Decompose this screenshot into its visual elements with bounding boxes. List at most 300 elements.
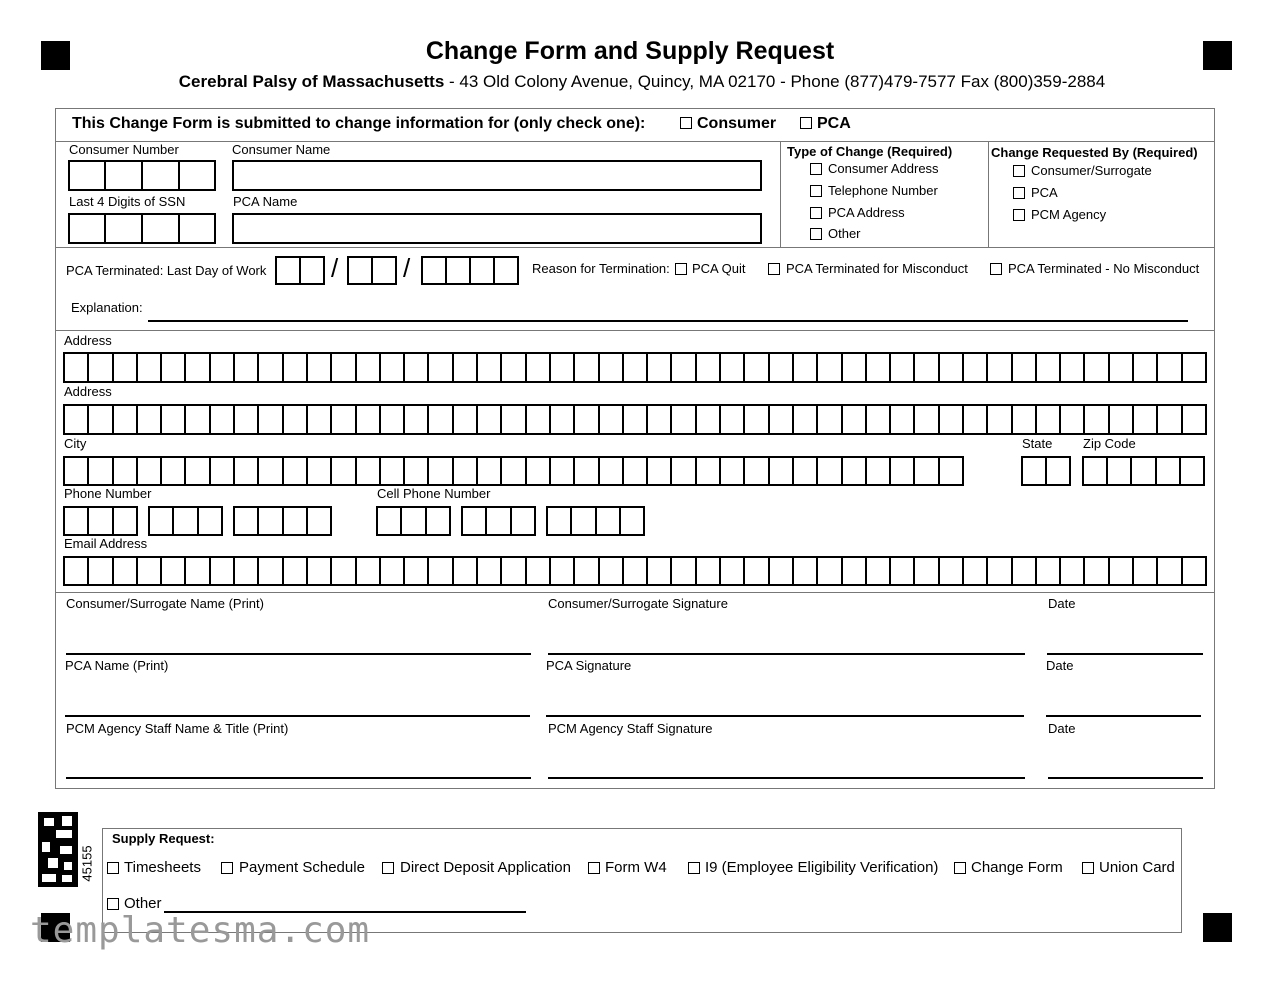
char-cell[interactable]	[282, 404, 308, 435]
char-cell[interactable]	[476, 456, 502, 486]
cell-prefix-field[interactable]	[461, 506, 536, 536]
char-cell[interactable]	[355, 456, 381, 486]
char-cell[interactable]	[619, 506, 645, 536]
change-form-checkbox[interactable]	[954, 862, 966, 874]
char-cell[interactable]	[719, 556, 745, 586]
char-cell[interactable]	[841, 456, 867, 486]
char-cell[interactable]	[695, 556, 721, 586]
consumer-surrogate-label: Consumer/Surrogate	[1031, 163, 1152, 178]
char-cell[interactable]	[257, 456, 283, 486]
consumer-date-line[interactable]	[1047, 653, 1203, 655]
pca-misconduct-checkbox[interactable]	[768, 263, 780, 275]
char-cell[interactable]	[646, 404, 672, 435]
pca-address-checkbox[interactable]	[810, 207, 822, 219]
char-cell[interactable]	[768, 456, 794, 486]
phone-line-field[interactable]	[233, 506, 332, 536]
char-cell[interactable]	[1181, 352, 1207, 383]
consumer-signature-line[interactable]	[548, 653, 1025, 655]
char-cell[interactable]	[1156, 404, 1182, 435]
char-cell[interactable]	[695, 404, 721, 435]
explanation-label: Explanation:	[71, 300, 143, 315]
last-day-month-field[interactable]	[275, 256, 325, 285]
char-cell[interactable]	[1108, 556, 1134, 586]
char-cell[interactable]	[549, 352, 575, 383]
char-cell[interactable]	[1035, 352, 1061, 383]
pca-quit-label: PCA Quit	[692, 261, 746, 276]
char-cell[interactable]	[1155, 456, 1181, 486]
payment-schedule-checkbox[interactable]	[221, 862, 233, 874]
char-cell[interactable]	[136, 556, 162, 586]
char-cell[interactable]	[282, 456, 308, 486]
char-cell[interactable]	[913, 556, 939, 586]
form-w4-label: Form W4	[605, 859, 667, 876]
char-cell[interactable]	[379, 404, 405, 435]
char-cell[interactable]	[330, 352, 356, 383]
char-cell[interactable]	[452, 404, 478, 435]
char-cell[interactable]	[549, 556, 575, 586]
char-cell[interactable]	[719, 456, 745, 486]
consumer-print-name-label: Consumer/Surrogate Name (Print)	[66, 596, 264, 611]
pca-option-label: PCA	[817, 115, 851, 132]
char-cell[interactable]	[427, 352, 453, 383]
other-change-label: Other	[828, 226, 861, 241]
state-label: State	[1022, 436, 1053, 451]
char-cell[interactable]	[598, 404, 624, 435]
char-cell[interactable]	[355, 404, 381, 435]
char-cell[interactable]	[1011, 404, 1037, 435]
requested-pca-label: PCA	[1031, 185, 1058, 200]
consumer-option-label: Consumer	[697, 115, 777, 132]
char-cell[interactable]	[63, 456, 89, 486]
char-cell[interactable]	[622, 352, 648, 383]
char-cell[interactable]	[476, 556, 502, 586]
char-cell[interactable]	[816, 556, 842, 586]
char-cell[interactable]	[1082, 456, 1108, 486]
pca-address-label: PCA Address	[828, 205, 905, 220]
consumer-name-field[interactable]	[232, 160, 762, 191]
phone-label: Phone Number	[64, 486, 152, 501]
char-cell[interactable]	[1106, 456, 1132, 486]
char-cell[interactable]	[1083, 404, 1109, 435]
char-cell[interactable]	[403, 352, 429, 383]
char-cell[interactable]	[743, 456, 769, 486]
char-cell[interactable]	[938, 456, 964, 486]
last-day-day-field[interactable]	[347, 256, 397, 285]
union-card-checkbox[interactable]	[1082, 862, 1094, 874]
char-cell[interactable]	[233, 352, 259, 383]
org-name: Cerebral Palsy of Massachusetts	[178, 72, 445, 91]
char-cell[interactable]	[938, 352, 964, 383]
char-cell[interactable]	[719, 404, 745, 435]
char-cell[interactable]	[986, 404, 1012, 435]
char-cell[interactable]	[427, 404, 453, 435]
char-cell[interactable]	[282, 556, 308, 586]
supply-request-title: Supply Request:	[112, 831, 215, 846]
char-cell[interactable]	[452, 352, 478, 383]
char-cell[interactable]	[209, 352, 235, 383]
pca-no-misconduct-label: PCA Terminated - No Misconduct	[1008, 261, 1200, 276]
pca-name-field[interactable]	[232, 213, 762, 244]
telephone-number-checkbox[interactable]	[810, 185, 822, 197]
char-cell[interactable]	[257, 404, 283, 435]
date-separator: /	[331, 253, 339, 283]
char-cell[interactable]	[403, 556, 429, 586]
pca-signature-line[interactable]	[546, 715, 1024, 717]
date-separator: /	[403, 253, 411, 283]
consumer-surrogate-checkbox[interactable]	[1013, 165, 1025, 177]
consumer-name-label: Consumer Name	[232, 142, 331, 157]
char-cell[interactable]	[865, 456, 891, 486]
char-cell[interactable]	[306, 352, 332, 383]
char-cell[interactable]	[233, 456, 259, 486]
ssn-field[interactable]	[68, 213, 216, 244]
char-cell[interactable]	[889, 556, 915, 586]
char-cell[interactable]	[87, 506, 113, 536]
char-cell[interactable]	[546, 506, 572, 536]
char-cell[interactable]	[743, 404, 769, 435]
char-cell[interactable]	[1130, 456, 1156, 486]
consumer-date-label: Date	[1048, 596, 1076, 611]
city-field[interactable]	[63, 456, 964, 486]
consumer-address-label: Consumer Address	[828, 161, 939, 176]
pcm-date-label: Date	[1048, 721, 1076, 736]
ssn-label: Last 4 Digits of SSN	[69, 194, 186, 209]
char-cell[interactable]	[792, 404, 818, 435]
char-cell[interactable]	[136, 456, 162, 486]
char-cell[interactable]	[403, 456, 429, 486]
i9-label: I9 (Employee Eligibility Verification)	[705, 859, 939, 876]
char-cell[interactable]	[841, 352, 867, 383]
char-cell[interactable]	[461, 506, 487, 536]
char-cell[interactable]	[1156, 556, 1182, 586]
char-cell[interactable]	[209, 456, 235, 486]
char-cell[interactable]	[63, 506, 89, 536]
char-cell[interactable]	[622, 456, 648, 486]
char-cell[interactable]	[184, 556, 210, 586]
char-cell[interactable]	[330, 404, 356, 435]
char-cell[interactable]	[865, 352, 891, 383]
char-cell[interactable]	[549, 456, 575, 486]
other-change-checkbox[interactable]	[810, 228, 822, 240]
form-code: 45155	[79, 845, 95, 882]
payment-schedule-label: Payment Schedule	[239, 859, 365, 876]
char-cell[interactable]	[257, 352, 283, 383]
city-label: City	[64, 436, 87, 451]
last-day-year-field[interactable]	[421, 256, 519, 285]
char-cell[interactable]	[330, 556, 356, 586]
form-title: Change Form and Supply Request	[425, 37, 835, 65]
char-cell[interactable]	[500, 456, 526, 486]
char-cell[interactable]	[112, 506, 138, 536]
pca-date-label: Date	[1046, 658, 1074, 673]
char-cell[interactable]	[938, 556, 964, 586]
state-field[interactable]	[1021, 456, 1071, 486]
char-cell[interactable]	[184, 456, 210, 486]
char-cell[interactable]	[403, 404, 429, 435]
char-cell[interactable]	[646, 556, 672, 586]
char-cell[interactable]	[646, 456, 672, 486]
char-cell[interactable]	[355, 352, 381, 383]
char-cell[interactable]	[1045, 456, 1071, 486]
i9-checkbox[interactable]	[688, 862, 700, 874]
char-cell[interactable]	[425, 506, 451, 536]
timesheets-label: Timesheets	[124, 859, 201, 876]
char-cell[interactable]	[549, 404, 575, 435]
consumer-number-field[interactable]	[68, 160, 216, 191]
char-cell[interactable]	[282, 506, 308, 536]
telephone-number-label: Telephone Number	[828, 183, 938, 198]
watermark: templatesma.com	[30, 910, 371, 951]
char-cell[interactable]	[865, 556, 891, 586]
char-cell[interactable]	[913, 404, 939, 435]
char-cell[interactable]	[525, 404, 551, 435]
char-cell[interactable]	[986, 556, 1012, 586]
char-cell[interactable]	[197, 506, 223, 536]
char-cell[interactable]	[913, 456, 939, 486]
char-cell[interactable]	[670, 556, 696, 586]
char-cell[interactable]	[1035, 404, 1061, 435]
char-cell[interactable]	[986, 352, 1012, 383]
char-cell[interactable]	[233, 556, 259, 586]
char-cell[interactable]	[889, 352, 915, 383]
char-cell[interactable]	[233, 404, 259, 435]
char-cell[interactable]	[570, 506, 596, 536]
char-cell[interactable]	[1083, 556, 1109, 586]
char-cell[interactable]	[1011, 556, 1037, 586]
char-cell[interactable]	[622, 556, 648, 586]
consumer-checkbox[interactable]	[680, 117, 692, 129]
char-cell[interactable]	[87, 352, 113, 383]
char-cell[interactable]	[1156, 352, 1182, 383]
char-cell[interactable]	[1108, 404, 1134, 435]
direct-deposit-checkbox[interactable]	[382, 862, 394, 874]
char-cell[interactable]	[306, 456, 332, 486]
pca-checkbox[interactable]	[800, 117, 812, 129]
char-cell[interactable]	[510, 506, 536, 536]
cell-phone-label: Cell Phone Number	[377, 486, 491, 501]
char-cell[interactable]	[160, 456, 186, 486]
pcm-print-name-label: PCM Agency Staff Name & Title (Print)	[66, 721, 289, 736]
char-cell[interactable]	[476, 352, 502, 383]
consumer-number-label: Consumer Number	[69, 142, 179, 157]
char-cell[interactable]	[719, 352, 745, 383]
pcm-date-line[interactable]	[1048, 777, 1203, 779]
char-cell[interactable]	[257, 556, 283, 586]
char-cell[interactable]	[282, 352, 308, 383]
char-cell[interactable]	[427, 556, 453, 586]
char-cell[interactable]	[112, 404, 138, 435]
char-cell[interactable]	[112, 352, 138, 383]
char-cell[interactable]	[595, 506, 621, 536]
char-cell[interactable]	[792, 456, 818, 486]
char-cell[interactable]	[573, 352, 599, 383]
char-cell[interactable]	[63, 404, 89, 435]
char-cell[interactable]	[1181, 404, 1207, 435]
char-cell[interactable]	[598, 456, 624, 486]
char-cell[interactable]	[452, 556, 478, 586]
org-contact: - 43 Old Colony Avenue, Quincy, MA 02170 - Phone (877)479-7577 Fax (800)359-2884	[444, 72, 1106, 91]
explanation-line[interactable]	[148, 320, 1188, 322]
char-cell[interactable]	[379, 352, 405, 383]
char-cell[interactable]	[257, 506, 283, 536]
consumer-print-name-line[interactable]	[66, 653, 531, 655]
termination-reason-label: Reason for Termination:	[532, 261, 670, 276]
char-cell[interactable]	[485, 506, 511, 536]
char-cell[interactable]	[816, 404, 842, 435]
char-cell[interactable]	[622, 404, 648, 435]
char-cell[interactable]	[525, 352, 551, 383]
pca-misconduct-label: PCA Terminated for Misconduct	[786, 261, 968, 276]
char-cell[interactable]	[184, 352, 210, 383]
char-cell[interactable]	[1059, 556, 1085, 586]
char-cell[interactable]	[670, 352, 696, 383]
address2-field[interactable]	[63, 404, 1207, 435]
union-card-label: Union Card	[1099, 859, 1175, 876]
char-cell[interactable]	[400, 506, 426, 536]
char-cell[interactable]	[1108, 352, 1134, 383]
char-cell[interactable]	[160, 352, 186, 383]
pca-quit-checkbox[interactable]	[675, 263, 687, 275]
char-cell[interactable]	[1059, 404, 1085, 435]
email-field[interactable]	[63, 556, 1207, 586]
char-cell[interactable]	[573, 556, 599, 586]
consumer-address-checkbox[interactable]	[810, 163, 822, 175]
char-cell[interactable]	[1035, 556, 1061, 586]
char-cell[interactable]	[938, 404, 964, 435]
char-cell[interactable]	[306, 506, 332, 536]
char-cell[interactable]	[209, 404, 235, 435]
form-barcode	[38, 812, 78, 887]
char-cell[interactable]	[148, 506, 174, 536]
char-cell[interactable]	[379, 456, 405, 486]
char-cell[interactable]	[160, 404, 186, 435]
char-cell[interactable]	[841, 404, 867, 435]
pcm-print-name-line[interactable]	[66, 777, 531, 779]
char-cell[interactable]	[841, 556, 867, 586]
char-cell[interactable]	[670, 404, 696, 435]
char-cell[interactable]	[330, 456, 356, 486]
char-cell[interactable]	[1059, 352, 1085, 383]
char-cell[interactable]	[962, 352, 988, 383]
other-supply-checkbox[interactable]	[107, 898, 119, 910]
char-cell[interactable]	[525, 456, 551, 486]
char-cell[interactable]	[136, 352, 162, 383]
consumer-signature-label: Consumer/Surrogate Signature	[548, 596, 728, 611]
char-cell[interactable]	[743, 352, 769, 383]
char-cell[interactable]	[573, 404, 599, 435]
zip-field[interactable]	[1082, 456, 1205, 486]
char-cell[interactable]	[172, 506, 198, 536]
char-cell[interactable]	[1083, 352, 1109, 383]
pcm-signature-line[interactable]	[548, 777, 1025, 779]
phone-prefix-field[interactable]	[148, 506, 223, 536]
char-cell[interactable]	[889, 404, 915, 435]
address1-field[interactable]	[63, 352, 1207, 383]
char-cell[interactable]	[598, 352, 624, 383]
requested-pca-checkbox[interactable]	[1013, 187, 1025, 199]
char-cell[interactable]	[379, 556, 405, 586]
char-cell[interactable]	[209, 556, 235, 586]
other-supply-label: Other	[124, 895, 162, 912]
char-cell[interactable]	[646, 352, 672, 383]
submit-for-question: This Change Form is submitted to change information for (only check one):	[72, 115, 646, 132]
pcm-signature-label: PCM Agency Staff Signature	[548, 721, 713, 736]
cell-line-field[interactable]	[546, 506, 645, 536]
char-cell[interactable]	[695, 456, 721, 486]
char-cell[interactable]	[768, 556, 794, 586]
char-cell[interactable]	[452, 456, 478, 486]
char-cell[interactable]	[355, 556, 381, 586]
char-cell[interactable]	[427, 456, 453, 486]
char-cell[interactable]	[160, 556, 186, 586]
char-cell[interactable]	[792, 352, 818, 383]
char-cell[interactable]	[962, 404, 988, 435]
char-cell[interactable]	[1021, 456, 1047, 486]
last-day-label: PCA Terminated: Last Day of Work	[66, 263, 267, 278]
char-cell[interactable]	[913, 352, 939, 383]
char-cell[interactable]	[670, 456, 696, 486]
char-cell[interactable]	[1132, 352, 1158, 383]
char-cell[interactable]	[816, 456, 842, 486]
char-cell[interactable]	[1011, 352, 1037, 383]
char-cell[interactable]	[87, 556, 113, 586]
char-cell[interactable]	[112, 456, 138, 486]
char-cell[interactable]	[525, 556, 551, 586]
form-w4-checkbox[interactable]	[588, 862, 600, 874]
char-cell[interactable]	[695, 352, 721, 383]
char-cell[interactable]	[573, 456, 599, 486]
form-subtitle	[0, 72, 1271, 92]
char-cell[interactable]	[184, 404, 210, 435]
pca-no-misconduct-checkbox[interactable]	[990, 263, 1002, 275]
char-cell[interactable]	[768, 352, 794, 383]
char-cell[interactable]	[87, 456, 113, 486]
char-cell[interactable]	[63, 352, 89, 383]
char-cell[interactable]	[1181, 556, 1207, 586]
char-cell[interactable]	[376, 506, 402, 536]
char-cell[interactable]	[743, 556, 769, 586]
requested-by-title: Change Requested By (Required)	[991, 145, 1198, 160]
char-cell[interactable]	[500, 556, 526, 586]
pca-print-name-line[interactable]	[65, 715, 530, 717]
char-cell[interactable]	[962, 556, 988, 586]
char-cell[interactable]	[768, 404, 794, 435]
char-cell[interactable]	[112, 556, 138, 586]
char-cell[interactable]	[816, 352, 842, 383]
char-cell[interactable]	[136, 404, 162, 435]
char-cell[interactable]	[306, 556, 332, 586]
char-cell[interactable]	[889, 456, 915, 486]
char-cell[interactable]	[792, 556, 818, 586]
pca-date-line[interactable]	[1046, 715, 1201, 717]
char-cell[interactable]	[598, 556, 624, 586]
char-cell[interactable]	[500, 404, 526, 435]
char-cell[interactable]	[865, 404, 891, 435]
char-cell[interactable]	[87, 404, 113, 435]
char-cell[interactable]	[1132, 556, 1158, 586]
char-cell[interactable]	[306, 404, 332, 435]
char-cell[interactable]	[500, 352, 526, 383]
char-cell[interactable]	[1179, 456, 1205, 486]
char-cell[interactable]	[476, 404, 502, 435]
pcm-agency-checkbox[interactable]	[1013, 209, 1025, 221]
phone-area-field[interactable]	[63, 506, 138, 536]
timesheets-checkbox[interactable]	[107, 862, 119, 874]
char-cell[interactable]	[233, 506, 259, 536]
cell-area-field[interactable]	[376, 506, 451, 536]
char-cell[interactable]	[1132, 404, 1158, 435]
char-cell[interactable]	[63, 556, 89, 586]
